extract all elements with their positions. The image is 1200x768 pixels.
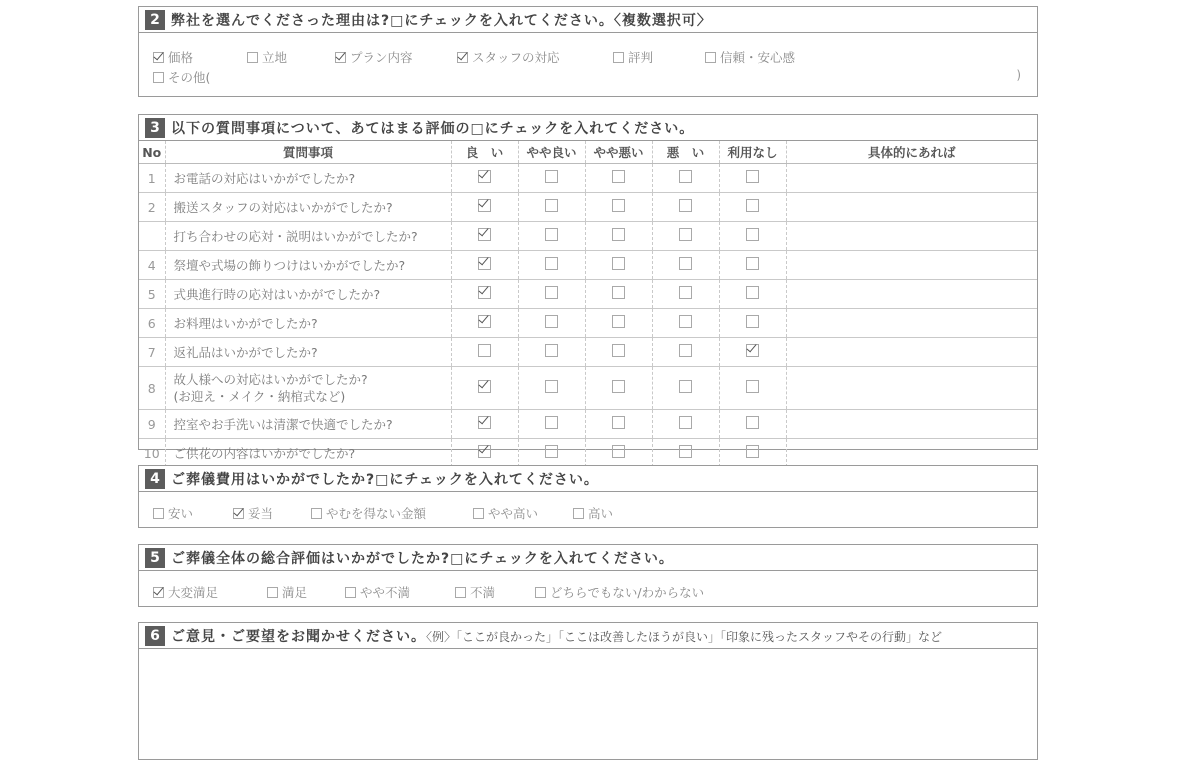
rating-cell-not-used (719, 367, 786, 410)
table-row (139, 410, 1037, 439)
checkbox[interactable] (345, 587, 356, 598)
rating-cell-good (451, 309, 518, 338)
table-row (139, 439, 1037, 468)
option-label: やむを得ない金額 (326, 506, 427, 521)
rating-cell-not-used (719, 338, 786, 367)
rating-checkbox-good[interactable] (478, 445, 491, 458)
rating-cell-good (451, 222, 518, 251)
column-header-no: No (139, 141, 165, 164)
rating-checkbox-fairly-bad[interactable] (612, 228, 625, 241)
column-header-fairly-bad: やや悪い (585, 141, 652, 164)
rating-checkbox-bad[interactable] (679, 228, 692, 241)
rating-checkbox-not-used[interactable] (746, 286, 759, 299)
option-label: プラン内容 (350, 50, 413, 65)
rating-checkbox-bad[interactable] (679, 170, 692, 183)
option-label: 大変満足 (168, 585, 219, 600)
rating-checkbox-not-used[interactable] (746, 170, 759, 183)
rating-cell-bad (652, 164, 719, 193)
option-label: 価格 (168, 50, 194, 65)
column-header-not-used: 利用なし (719, 141, 786, 164)
column-header-bad: 悪 い (652, 141, 719, 164)
rating-cell-good (451, 193, 518, 222)
rating-cell-fairly-bad (585, 164, 652, 193)
rating-checkbox-not-used[interactable] (746, 445, 759, 458)
rating-cell-fairly-good (518, 338, 585, 367)
rating-cell-fairly-bad (585, 222, 652, 251)
section-title (171, 626, 942, 646)
question-cell (165, 367, 451, 410)
rating-cell-fairly-good (518, 439, 585, 468)
rating-cell-not-used (719, 222, 786, 251)
rating-cell-fairly-bad (585, 367, 652, 410)
rating-cell-fairly-bad (585, 410, 652, 439)
details-cell[interactable] (786, 367, 1037, 410)
option-staff[interactable] (457, 48, 560, 66)
checkbox[interactable] (473, 508, 484, 519)
question-cell (165, 309, 451, 338)
rating-checkbox-good[interactable] (478, 199, 491, 212)
rating-cell-fairly-good (518, 193, 585, 222)
section-title: 以下の質問事項について、あてはまる評価の□にチェックを入れてください。 (171, 120, 695, 137)
section-title: 弊社を選んでくださった理由は?□にチェックを入れてください。〈複数選択可〉 (171, 12, 712, 29)
rating-checkbox-fairly-bad[interactable] (612, 199, 625, 212)
rating-cell-good (451, 251, 518, 280)
rating-checkbox-bad[interactable] (679, 344, 692, 357)
question-text: 式典進行時の応対はいかがでしたか? (173, 287, 381, 302)
rating-checkbox-bad[interactable] (679, 445, 692, 458)
checkbox[interactable] (613, 52, 624, 63)
rating-checkbox-fairly-good[interactable] (545, 286, 558, 299)
rating-table (139, 141, 1037, 468)
row-number: 2 (139, 193, 165, 222)
section-3-header (139, 115, 1037, 141)
rating-cell-bad (652, 410, 719, 439)
details-cell[interactable] (786, 251, 1037, 280)
rating-checkbox-fairly-good[interactable] (545, 199, 558, 212)
option-plan[interactable] (335, 48, 413, 66)
column-header-good: 良 い (451, 141, 518, 164)
rating-cell-bad (652, 251, 719, 280)
option-other[interactable] (153, 68, 210, 86)
details-cell[interactable] (786, 164, 1037, 193)
rating-cell-bad (652, 193, 719, 222)
cost-options-row (139, 502, 1037, 522)
rating-checkbox-fairly-good[interactable] (545, 315, 558, 328)
checkbox[interactable] (573, 508, 584, 519)
table-row (139, 280, 1037, 309)
rating-cell-fairly-bad (585, 193, 652, 222)
section-5 (138, 544, 1038, 607)
checkbox[interactable] (153, 508, 164, 519)
question-cell (165, 338, 451, 367)
option-price[interactable] (153, 48, 193, 66)
section-number: 3 (145, 118, 165, 138)
rating-checkbox-fairly-bad[interactable] (612, 445, 625, 458)
rating-cell-fairly-good (518, 410, 585, 439)
column-header-question: 質問事項 (165, 141, 451, 164)
rating-cell-fairly-good (518, 367, 585, 410)
checkbox[interactable] (153, 72, 164, 83)
rating-cell-fairly-bad (585, 439, 652, 468)
rating-checkbox-bad[interactable] (679, 286, 692, 299)
rating-checkbox-good[interactable] (478, 257, 491, 270)
option-label: やや不満 (360, 585, 411, 600)
checkbox[interactable] (535, 587, 546, 598)
row-number: 9 (139, 410, 165, 439)
question-cell (165, 410, 451, 439)
checkbox[interactable] (455, 587, 466, 598)
details-cell[interactable] (786, 338, 1037, 367)
rating-checkbox-not-used[interactable] (746, 199, 759, 212)
rating-cell-fairly-bad (585, 338, 652, 367)
rating-cell-good (451, 280, 518, 309)
checkbox[interactable] (247, 52, 258, 63)
checkbox[interactable] (153, 587, 164, 598)
section-title-example: 〈例〉「ここが良かった」「ここは改善したほうが良い」「印象に残ったスタッフやその行動」など (426, 629, 943, 644)
details-cell[interactable] (786, 193, 1037, 222)
option-neutral[interactable] (535, 583, 704, 601)
option-label: 評判 (628, 50, 654, 65)
rating-cell-fairly-bad (585, 309, 652, 338)
section-4 (138, 465, 1038, 528)
section-2-header (139, 7, 1037, 33)
checkbox[interactable] (457, 52, 468, 63)
row-number: 4 (139, 251, 165, 280)
option-dissatisfied[interactable] (455, 583, 495, 601)
rating-checkbox-fairly-good[interactable] (545, 344, 558, 357)
reason-options-row-2 (139, 66, 1037, 86)
rating-checkbox-fairly-bad[interactable] (612, 286, 625, 299)
rating-cell-good (451, 367, 518, 410)
rating-checkbox-not-used[interactable] (746, 416, 759, 429)
option-reputation[interactable] (613, 48, 653, 66)
question-cell (165, 222, 451, 251)
rating-cell-good (451, 164, 518, 193)
table-row (139, 193, 1037, 222)
checkbox[interactable] (705, 52, 716, 63)
row-number: 8 (139, 367, 165, 410)
option-somewhat-dissatisfied[interactable] (345, 583, 410, 601)
rating-checkbox-good[interactable] (478, 286, 491, 299)
option-label: その他( (168, 70, 211, 85)
option-label: スタッフの対応 (472, 50, 560, 65)
rating-checkbox-fairly-good[interactable] (545, 445, 558, 458)
rating-checkbox-fairly-good[interactable] (545, 228, 558, 241)
table-row (139, 338, 1037, 367)
rating-checkbox-fairly-good[interactable] (545, 380, 558, 393)
rating-cell-fairly-good (518, 164, 585, 193)
question-cell (165, 164, 451, 193)
option-label: 安い (168, 506, 194, 521)
rating-cell-bad (652, 338, 719, 367)
option-unavoidable-cost[interactable] (311, 504, 426, 522)
option-label: どちらでもない/わからない (550, 585, 705, 600)
rating-checkbox-fairly-bad[interactable] (612, 344, 625, 357)
rating-cell-fairly-good (518, 222, 585, 251)
rating-checkbox-not-used[interactable] (746, 228, 759, 241)
table-row (139, 367, 1037, 410)
details-cell[interactable] (786, 410, 1037, 439)
question-text: ご供花の内容はいかがでしたか? (173, 446, 356, 461)
rating-cell-bad (652, 280, 719, 309)
row-number: 5 (139, 280, 165, 309)
section-number: 4 (145, 469, 165, 489)
section-number: 6 (145, 626, 165, 646)
option-label: 立地 (262, 50, 288, 65)
rating-checkbox-fairly-bad[interactable] (612, 416, 625, 429)
checkbox[interactable] (335, 52, 346, 63)
checkbox[interactable] (311, 508, 322, 519)
rating-checkbox-good[interactable] (478, 170, 491, 183)
rating-cell-not-used (719, 439, 786, 468)
option-satisfied[interactable] (267, 583, 307, 601)
column-header-fairly-good: やや良い (518, 141, 585, 164)
rating-cell-fairly-bad (585, 251, 652, 280)
question-cell (165, 280, 451, 309)
rating-cell-not-used (719, 164, 786, 193)
reason-options-row-1 (139, 46, 1037, 66)
rating-cell-fairly-good (518, 251, 585, 280)
question-text: 打ち合わせの応対・説明はいかがでしたか? (173, 229, 418, 244)
row-number (139, 222, 165, 251)
rating-checkbox-not-used[interactable] (746, 344, 759, 357)
rating-cell-fairly-good (518, 309, 585, 338)
question-text: 返礼品はいかがでしたか? (173, 345, 318, 360)
row-number: 10 (139, 439, 165, 468)
rating-checkbox-fairly-bad[interactable] (612, 380, 625, 393)
option-label: 妥当 (248, 506, 274, 521)
table-header-row (139, 141, 1037, 164)
question-cell (165, 193, 451, 222)
section-6 (138, 622, 1038, 760)
rating-cell-bad (652, 439, 719, 468)
column-header-details: 具体的にあれば (786, 141, 1037, 164)
checkbox[interactable] (233, 508, 244, 519)
section-4-header (139, 466, 1037, 492)
section-title-main: ご意見・ご要望をお聞かせください。 (171, 628, 426, 645)
rating-cell-fairly-bad (585, 280, 652, 309)
option-label: 信頼・安心感 (720, 50, 796, 65)
rating-checkbox-fairly-good[interactable] (545, 170, 558, 183)
rating-cell-not-used (719, 309, 786, 338)
option-label: 満足 (282, 585, 308, 600)
rating-checkbox-not-used[interactable] (746, 380, 759, 393)
overall-options-row (139, 581, 1037, 601)
section-title: ご葬儀費用はいかがでしたか?□にチェックを入れてください。 (171, 471, 599, 488)
option-expensive[interactable] (573, 504, 613, 522)
option-label: 不満 (470, 585, 496, 600)
table-row (139, 251, 1037, 280)
option-location[interactable] (247, 48, 287, 66)
rating-checkbox-fairly-bad[interactable] (612, 315, 625, 328)
option-label: 高い (588, 506, 614, 521)
question-text: お料理はいかがでしたか? (173, 316, 318, 331)
section-5-header (139, 545, 1037, 571)
rating-checkbox-good[interactable] (478, 228, 491, 241)
question-subtext: (お迎え・メイク・納棺式など) (173, 389, 346, 404)
table-row (139, 309, 1037, 338)
rating-cell-good (451, 410, 518, 439)
other-close-paren: ) (1016, 68, 1021, 82)
details-cell[interactable] (786, 309, 1037, 338)
rating-checkbox-fairly-bad[interactable] (612, 170, 625, 183)
details-cell[interactable] (786, 439, 1037, 468)
option-reasonable[interactable] (233, 504, 273, 522)
question-cell (165, 439, 451, 468)
rating-cell-good (451, 439, 518, 468)
rating-checkbox-good[interactable] (478, 416, 491, 429)
rating-cell-fairly-good (518, 280, 585, 309)
rating-checkbox-bad[interactable] (679, 199, 692, 212)
row-number: 6 (139, 309, 165, 338)
rating-cell-not-used (719, 280, 786, 309)
rating-checkbox-not-used[interactable] (746, 315, 759, 328)
section-6-header (139, 623, 1037, 649)
checkbox[interactable] (267, 587, 278, 598)
rating-checkbox-bad[interactable] (679, 416, 692, 429)
rating-checkbox-bad[interactable] (679, 257, 692, 270)
row-number: 7 (139, 338, 165, 367)
rating-checkbox-bad[interactable] (679, 315, 692, 328)
rating-checkbox-good[interactable] (478, 315, 491, 328)
rating-checkbox-fairly-good[interactable] (545, 257, 558, 270)
option-somewhat-expensive[interactable] (473, 504, 538, 522)
section-number: 2 (145, 10, 165, 30)
table-row (139, 222, 1037, 251)
rating-checkbox-good[interactable] (478, 344, 491, 357)
rating-cell-not-used (719, 251, 786, 280)
question-text: 控室やお手洗いは清潔で快適でしたか? (173, 417, 393, 432)
comment-box[interactable] (139, 649, 1037, 759)
rating-cell-bad (652, 222, 719, 251)
section-3 (138, 114, 1038, 461)
rating-checkbox-good[interactable] (478, 380, 491, 393)
question-text: 祭壇や式場の飾りつけはいかがでしたか? (173, 258, 406, 273)
option-very-satisfied[interactable] (153, 583, 218, 601)
section-number: 5 (145, 548, 165, 568)
row-number: 1 (139, 164, 165, 193)
table-body (139, 164, 1037, 468)
option-cheap[interactable] (153, 504, 193, 522)
question-text: 搬送スタッフの対応はいかがでしたか? (173, 200, 393, 215)
section-title: ご葬儀全体の総合評価はいかがでしたか?□にチェックを入れてください。 (171, 550, 674, 567)
option-label: やや高い (488, 506, 539, 521)
rating-checkbox-fairly-bad[interactable] (612, 257, 625, 270)
rating-checkbox-not-used[interactable] (746, 257, 759, 270)
question-text: 故人様への対応はいかがでしたか? (173, 372, 368, 387)
rating-checkbox-fairly-good[interactable] (545, 416, 558, 429)
table-row (139, 164, 1037, 193)
rating-cell-not-used (719, 193, 786, 222)
checkbox[interactable] (153, 52, 164, 63)
option-trust[interactable] (705, 48, 795, 66)
rating-cell-bad (652, 367, 719, 410)
details-cell[interactable] (786, 222, 1037, 251)
rating-cell-good (451, 338, 518, 367)
rating-cell-bad (652, 309, 719, 338)
rating-cell-not-used (719, 410, 786, 439)
section-2 (138, 6, 1038, 97)
details-cell[interactable] (786, 280, 1037, 309)
rating-checkbox-bad[interactable] (679, 380, 692, 393)
question-cell (165, 251, 451, 280)
question-text: お電話の対応はいかがでしたか? (173, 171, 356, 186)
